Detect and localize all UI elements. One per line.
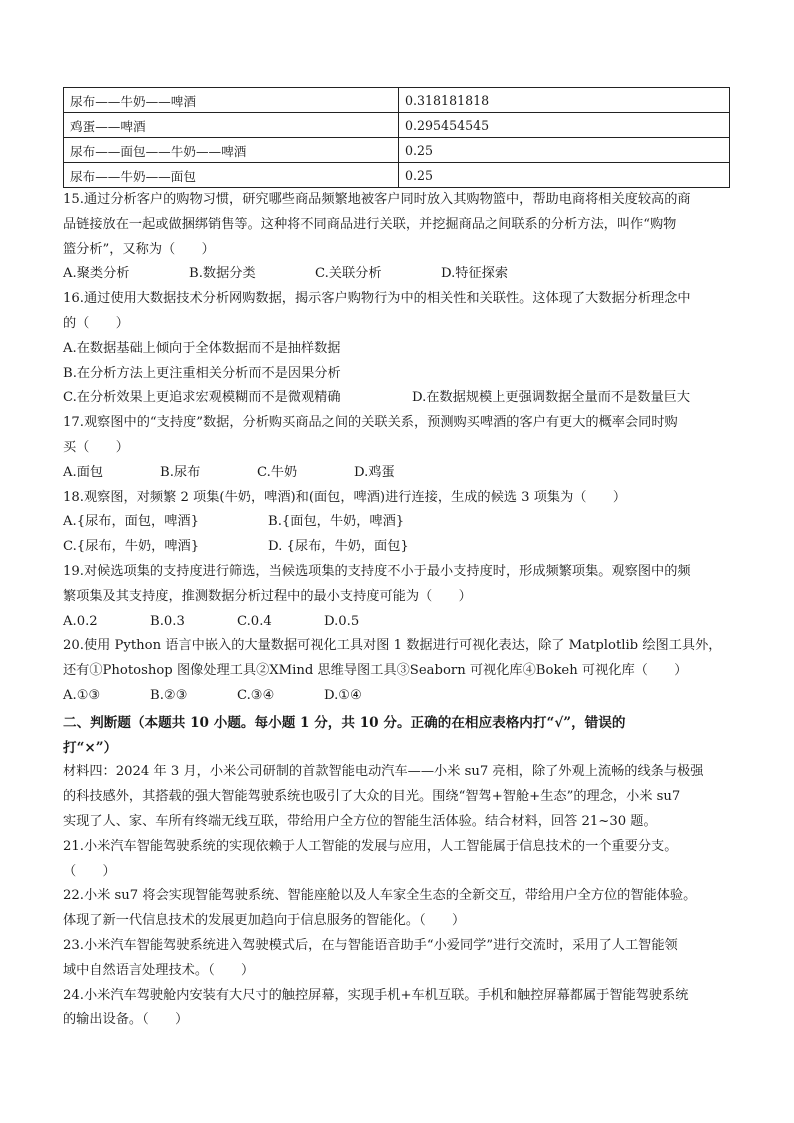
question-text: 品链接放在一起或做捆绑销售等。这种将不同商品进行关联，并挖掘商品之间联系的分析方法，叫作“购物: [63, 216, 677, 232]
section-title: 打“×”）: [63, 739, 118, 756]
question-text: 18.观察图，对频繁 2 项集(牛奶，啤酒)和(面包，啤酒)进行连接，生成的候选 3 项集为（ ）: [63, 489, 627, 505]
question-19: [63, 560, 731, 634]
table-row: [64, 138, 730, 163]
support-cell: 0.318181818: [399, 88, 730, 113]
question-18: [63, 486, 731, 560]
answer-blank[interactable]: （ ）: [63, 863, 116, 879]
options: [63, 535, 731, 560]
question-text: 16.通过使用大数据技术分析网购数据，揭示客户购物行为中的相关性和关联性。这体现了大数据分析理念中: [63, 291, 691, 307]
option-d[interactable]: D.在数据规模上更强调数据全量而不是数量巨大: [412, 390, 691, 406]
table-row: [64, 88, 730, 113]
question-text: 体现了新一代信息技术的发展更加趋向于信息服务的智能化。（ ）: [63, 913, 466, 929]
support-table: [63, 87, 730, 188]
support-cell: 0.25: [399, 163, 730, 188]
exam-page: [63, 87, 731, 1033]
question-22: [63, 884, 731, 934]
table-row: [64, 163, 730, 188]
option-b[interactable]: B.②③: [150, 687, 188, 703]
material-text: 的科技感外，其搭载的强大智能驾驶系统也吸引了大众的目光。围绕“智驾+智舱+生态”的理念，小米 su7: [63, 789, 681, 805]
option-b[interactable]: B.在分析方法上更注重相关分析而不是因果分析: [63, 365, 341, 381]
material-text: 材料四：2024 年 3 月，小米公司研制的首款智能电动汽车——小米 su7 亮相，除了外观上流畅的线条与极强: [63, 764, 704, 780]
itemset-cell: 鸡蛋——啤酒: [64, 113, 399, 138]
option-a[interactable]: A.①③: [63, 687, 101, 703]
options: [63, 610, 731, 635]
itemset-cell: 尿布——面包——牛奶——啤酒: [64, 138, 399, 163]
option-a[interactable]: A.{尿布，面包，啤酒}: [63, 514, 199, 530]
question-text: 的输出设备。（ ）: [63, 1012, 189, 1028]
option-a[interactable]: A.在数据基础上倾向于全体数据而不是抽样数据: [63, 340, 341, 356]
question-text: 21.小米汽车智能驾驶系统的实现依赖于人工智能的发展与应用，人工智能属于信息技术的一个重要分支。: [63, 838, 678, 854]
question-17: [63, 411, 731, 485]
question-text: 的（ ）: [63, 315, 129, 331]
itemset-cell: 尿布——牛奶——面包: [64, 163, 399, 188]
support-cell: 0.25: [399, 138, 730, 163]
option-a[interactable]: A.0.2: [63, 613, 98, 629]
question-24: [63, 984, 731, 1034]
question-text: 23.小米汽车智能驾驶系统进入驾驶模式后，在与智能语音助手“小爱同学”进行交流时，采用了人工智能领: [63, 937, 678, 953]
question-text: 域中自然语言处理技术。（ ）: [63, 962, 255, 978]
section-title: 二、判断题（本题共 10 小题。每小题 1 分，共 10 分。正确的在相应表格内打“√”，错误的: [63, 714, 626, 731]
options: [63, 461, 731, 486]
options: [63, 262, 731, 287]
question-20: [63, 634, 731, 708]
question-text: 24.小米汽车驾驶舱内安装有大尺寸的触控屏幕，实现手机+车机互联。手机和触控屏幕都属于智能驾驶系统: [63, 987, 689, 1003]
question-text: 15.通过分析客户的购物习惯，研究哪些商品频繁地被客户同时放入其购物篮中，帮助电商将相关度较高的商: [63, 192, 691, 207]
option-d[interactable]: D.①④: [324, 687, 362, 703]
options: [63, 386, 731, 411]
option-c[interactable]: C.牛奶: [257, 464, 298, 480]
option-c[interactable]: C.③④: [237, 687, 275, 703]
option-d[interactable]: D. {尿布，牛奶，面包}: [268, 539, 409, 555]
question-text: 还有①Photoshop 图像处理工具②XMind 思维导图工具③Seaborn 可视化库④Bokeh 可视化库（ ）: [63, 663, 688, 679]
question-21: [63, 835, 731, 885]
options: [63, 684, 731, 709]
option-d[interactable]: D.特征探索: [441, 266, 509, 282]
option-d[interactable]: D.鸡蛋: [354, 464, 395, 480]
question-text: 22.小米 su7 将会实现智能驾驶系统、智能座舱以及人车家全生态的全新交互，带给用户全方位的智能体验。: [63, 888, 697, 904]
material-text: 实现了人、家、车所有终端无线互联，带给用户全方位的智能生活体验。结合材料，回答 21~30 题。: [63, 813, 657, 829]
option-c[interactable]: C.0.4: [237, 613, 272, 629]
question-text: 繁项集及其支持度，推测数据分析过程中的最小支持度可能为（ ）: [63, 588, 472, 604]
question-text: 买（ ）: [63, 439, 129, 455]
option-b[interactable]: B.{面包，牛奶，啤酒}: [268, 514, 405, 530]
itemset-cell: 尿布——牛奶——啤酒: [64, 88, 399, 113]
section-heading: [63, 711, 731, 761]
question-text: 篮分析”，又称为（ ）: [63, 241, 215, 257]
question-text: 20.使用 Python 语言中嵌入的大量数据可视化工具对图 1 数据进行可视化表达，除了 Matplotlib 绘图工具外，: [63, 638, 722, 654]
table-row: [64, 113, 730, 138]
question-text: 17.观察图中的“支持度”数据，分析购买商品之间的关联关系，预测购买啤酒的客户有更大的概率会同时购: [63, 415, 678, 431]
question-15: [63, 188, 731, 287]
material-4: [63, 760, 731, 834]
options: [63, 510, 731, 535]
option-c[interactable]: C.{尿布，牛奶，啤酒}: [63, 539, 200, 555]
option-a[interactable]: A.面包: [63, 464, 104, 480]
option-c[interactable]: C.关联分析: [315, 266, 382, 282]
question-23: [63, 934, 731, 984]
question-16: [63, 287, 731, 411]
option-b[interactable]: B.0.3: [150, 613, 185, 629]
option-d[interactable]: D.0.5: [324, 613, 360, 629]
option-a[interactable]: A.聚类分析: [63, 266, 130, 282]
question-text: 19.对候选项集的支持度进行筛选，当候选项集的支持度不小于最小支持度时，形成频繁项集。观察图中的频: [63, 563, 691, 579]
option-b[interactable]: B.数据分类: [189, 266, 256, 282]
option-c[interactable]: C.在分析效果上更追求宏观模糊而不是微观精确: [63, 390, 341, 406]
support-cell: 0.295454545: [399, 113, 730, 138]
option-b[interactable]: B.尿布: [160, 464, 201, 480]
